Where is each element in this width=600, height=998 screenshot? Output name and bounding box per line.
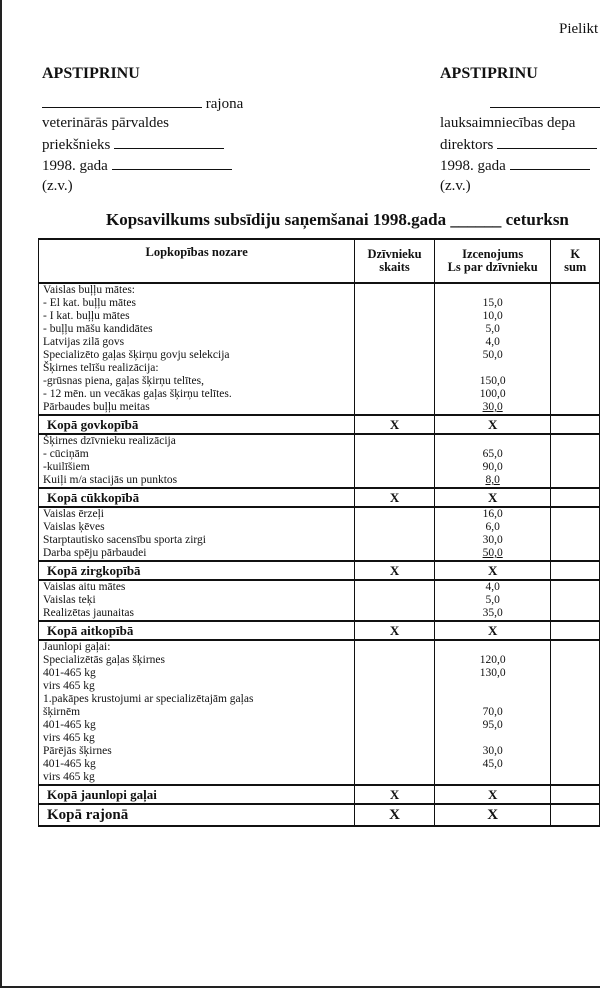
row-count: [355, 680, 435, 693]
table-row: [39, 310, 600, 323]
row-label: Vaislas aitu mātes: [39, 580, 355, 594]
seal-label-right: (z.v.): [440, 177, 471, 194]
row-label: Latvijas zilā govs: [39, 336, 355, 349]
row-count: [355, 507, 435, 521]
row-price: [434, 283, 551, 297]
row-count: [355, 474, 435, 488]
row-count: [355, 547, 435, 561]
approval-block-right: [440, 64, 600, 196]
row-price: 45,0: [434, 758, 551, 771]
row-price: [434, 640, 551, 654]
header-sum: K sum: [551, 239, 600, 283]
row-sum: [551, 507, 600, 521]
row-label: - buļļu māšu kandidātes: [39, 323, 355, 336]
row-sum: [551, 349, 600, 362]
row-price: [434, 680, 551, 693]
table-row: [39, 654, 600, 667]
row-count: [355, 745, 435, 758]
row-price: 50,0: [434, 547, 551, 561]
row-sum: [551, 680, 600, 693]
row-sum: [551, 706, 600, 719]
row-count: [355, 323, 435, 336]
seal-label-left: (z.v.): [42, 177, 73, 194]
row-price: 10,0: [434, 310, 551, 323]
row-count: [355, 521, 435, 534]
row-sum: [551, 297, 600, 310]
row-count: [355, 719, 435, 732]
total-row-young-cattle: Kopā jaunlopi gaļai X X: [39, 785, 600, 804]
row-price: 30,0: [434, 745, 551, 758]
table-row: [39, 388, 600, 401]
row-price: 130,0: [434, 667, 551, 680]
signature-line: [114, 134, 224, 149]
year-label-left: 1998. gada: [42, 158, 108, 174]
total-row-cattle: Kopā govkopībā X X: [39, 415, 600, 434]
row-label: Vaislas teķi: [39, 594, 355, 607]
header-sector: Lopkopības nozare: [39, 239, 355, 283]
table-row: [39, 434, 600, 448]
row-label: Darba spēju pārbaudei: [39, 547, 355, 561]
table-row: [39, 323, 600, 336]
table-row: [39, 362, 600, 375]
row-sum: [551, 434, 600, 448]
agri-dept-label: lauksaimniecības depa: [440, 115, 576, 131]
row-label: - 12 mēn. un vecākas gaļas šķirņu telītes.: [39, 388, 355, 401]
row-sum: [551, 693, 600, 706]
table-row: [39, 283, 600, 297]
document-title: Kopsavilkums subsīdiju saņemšanai 1998.gada ______ ceturksn: [106, 210, 569, 229]
table-row: [39, 771, 600, 785]
row-count: [355, 758, 435, 771]
row-count: [355, 607, 435, 621]
row-sum: [551, 594, 600, 607]
table-row: [39, 706, 600, 719]
row-label: - I kat. buļļu mātes: [39, 310, 355, 323]
row-label: Vaislas ērzeļi: [39, 507, 355, 521]
table-row: [39, 547, 600, 561]
row-label: 401-465 kg: [39, 758, 355, 771]
row-sum: [551, 283, 600, 297]
row-price: 5,0: [434, 594, 551, 607]
row-price: 30,0: [434, 401, 551, 415]
row-label: Šķirnes telīšu realizācija:: [39, 362, 355, 375]
row-count: [355, 654, 435, 667]
total-row-district: Kopā rajonā X X: [39, 804, 600, 826]
row-count: [355, 297, 435, 310]
row-count: [355, 594, 435, 607]
row-sum: [551, 401, 600, 415]
row-sum: [551, 388, 600, 401]
row-sum: [551, 521, 600, 534]
row-price: 8,0: [434, 474, 551, 488]
row-count: [355, 362, 435, 375]
row-count: [355, 388, 435, 401]
table-row: [39, 594, 600, 607]
approve-heading-left: APSTIPRINU: [42, 65, 140, 82]
row-label: virs 465 kg: [39, 680, 355, 693]
table-row: [39, 732, 600, 745]
row-price: 4,0: [434, 336, 551, 349]
row-price: 100,0: [434, 388, 551, 401]
row-price: 150,0: [434, 375, 551, 388]
row-count: [355, 534, 435, 547]
row-label: virs 465 kg: [39, 732, 355, 745]
row-price: 50,0: [434, 349, 551, 362]
subsidy-table-wrap: [38, 238, 600, 827]
row-price: 30,0: [434, 534, 551, 547]
row-count: [355, 349, 435, 362]
row-label: Pārējās šķirnes: [39, 745, 355, 758]
row-label: Specializēto gaļas šķirņu govju selekcija: [39, 349, 355, 362]
appendix-label: Pielikt: [559, 21, 599, 37]
row-count: [355, 706, 435, 719]
row-label: Realizētas jaunaitas: [39, 607, 355, 621]
row-price: 6,0: [434, 521, 551, 534]
row-price: 120,0: [434, 654, 551, 667]
row-label: - cūciņām: [39, 448, 355, 461]
table-row: [39, 758, 600, 771]
approve-heading-right: APSTIPRINU: [440, 65, 538, 82]
row-label: - El kat. buļļu mātes: [39, 297, 355, 310]
row-sum: [551, 771, 600, 785]
row-price: 35,0: [434, 607, 551, 621]
date-line: [510, 155, 590, 170]
district-label: rajona: [205, 95, 244, 112]
row-label: -kuilīšiem: [39, 461, 355, 474]
row-price: 5,0: [434, 323, 551, 336]
row-price: 4,0: [434, 580, 551, 594]
row-sum: [551, 375, 600, 388]
row-count: [355, 310, 435, 323]
row-label: Specializētās gaļas šķirnes: [39, 654, 355, 667]
row-label: Starptautisko sacensību sporta zirgi: [39, 534, 355, 547]
row-label: 401-465 kg: [39, 719, 355, 732]
row-sum: [551, 667, 600, 680]
director-label: direktors: [440, 136, 494, 153]
table-row: [39, 474, 600, 488]
table-row: [39, 719, 600, 732]
row-count: [355, 580, 435, 594]
total-row-sheep: Kopā aitkopībā X X: [39, 621, 600, 640]
row-label: Kuiļi m/a stacijās un punktos: [39, 474, 355, 488]
table-row: [39, 580, 600, 594]
row-sum: [551, 758, 600, 771]
row-label: 401-465 kg: [39, 667, 355, 680]
row-label: 1.pakāpes krustojumi ar specializētajām gaļas: [39, 693, 355, 706]
table-row: [39, 534, 600, 547]
row-count: [355, 283, 435, 297]
row-sum: [551, 654, 600, 667]
table-row: [39, 297, 600, 310]
row-sum: [551, 607, 600, 621]
row-count: [355, 448, 435, 461]
row-count: [355, 667, 435, 680]
date-line: [112, 155, 232, 170]
row-sum: [551, 719, 600, 732]
row-count: [355, 732, 435, 745]
signature-line: [497, 134, 597, 149]
row-sum: [551, 580, 600, 594]
row-sum: [551, 547, 600, 561]
table-row: [39, 375, 600, 388]
row-count: [355, 771, 435, 785]
approval-block-left: [42, 64, 243, 196]
row-sum: [551, 448, 600, 461]
table-row: [39, 448, 600, 461]
row-count: [355, 461, 435, 474]
table-row: [39, 401, 600, 415]
header-price: Izcenojums Ls par dzīvnieku: [434, 239, 551, 283]
row-count: [355, 401, 435, 415]
row-sum: [551, 336, 600, 349]
row-label: virs 465 kg: [39, 771, 355, 785]
row-label: Jaunlopi gaļai:: [39, 640, 355, 654]
row-price: 15,0: [434, 297, 551, 310]
year-label-right: 1998. gada: [440, 158, 506, 174]
row-sum: [551, 732, 600, 745]
table-row: [39, 461, 600, 474]
row-price: [434, 693, 551, 706]
row-count: [355, 640, 435, 654]
row-count: [355, 336, 435, 349]
table-row: [39, 745, 600, 758]
vet-office-label: veterinārās pārvaldes: [42, 115, 170, 131]
row-label: Vaislas ķēves: [39, 521, 355, 534]
table-row: [39, 607, 600, 621]
row-price: 70,0: [434, 706, 551, 719]
subsidy-table: [38, 238, 600, 827]
row-sum: [551, 474, 600, 488]
row-price: [434, 362, 551, 375]
table-row: [39, 507, 600, 521]
row-label: šķirnēm: [39, 706, 355, 719]
table-row: [39, 521, 600, 534]
table-row: [39, 349, 600, 362]
signature-line: [42, 93, 202, 108]
row-price: [434, 434, 551, 448]
header-count: Dzīvnieku skaits: [355, 239, 435, 283]
signature-line: [490, 93, 600, 108]
total-row-horse: Kopā zirgkopībā X X: [39, 561, 600, 580]
row-sum: [551, 745, 600, 758]
row-label: Pārbaudes buļļu meitas: [39, 401, 355, 415]
row-sum: [551, 534, 600, 547]
row-price: 95,0: [434, 719, 551, 732]
row-price: 16,0: [434, 507, 551, 521]
chief-label: priekšnieks: [42, 136, 111, 153]
row-label: Šķirnes dzīvnieku realizācija: [39, 434, 355, 448]
row-price: [434, 771, 551, 785]
table-row: [39, 336, 600, 349]
row-label: Vaislas buļļu mātes:: [39, 283, 355, 297]
row-sum: [551, 640, 600, 654]
row-price: 90,0: [434, 461, 551, 474]
row-count: [355, 375, 435, 388]
row-sum: [551, 310, 600, 323]
row-count: [355, 434, 435, 448]
table-row: [39, 640, 600, 654]
row-count: [355, 693, 435, 706]
row-sum: [551, 323, 600, 336]
table-header-row: [39, 239, 600, 283]
row-sum: [551, 362, 600, 375]
row-sum: [551, 461, 600, 474]
table-row: [39, 667, 600, 680]
row-price: 65,0: [434, 448, 551, 461]
table-row: [39, 693, 600, 706]
total-row-pig: Kopā cūkkopībā X X: [39, 488, 600, 507]
table-row: [39, 680, 600, 693]
row-price: [434, 732, 551, 745]
row-label: -grūsnas piena, gaļas šķirņu telītes,: [39, 375, 355, 388]
